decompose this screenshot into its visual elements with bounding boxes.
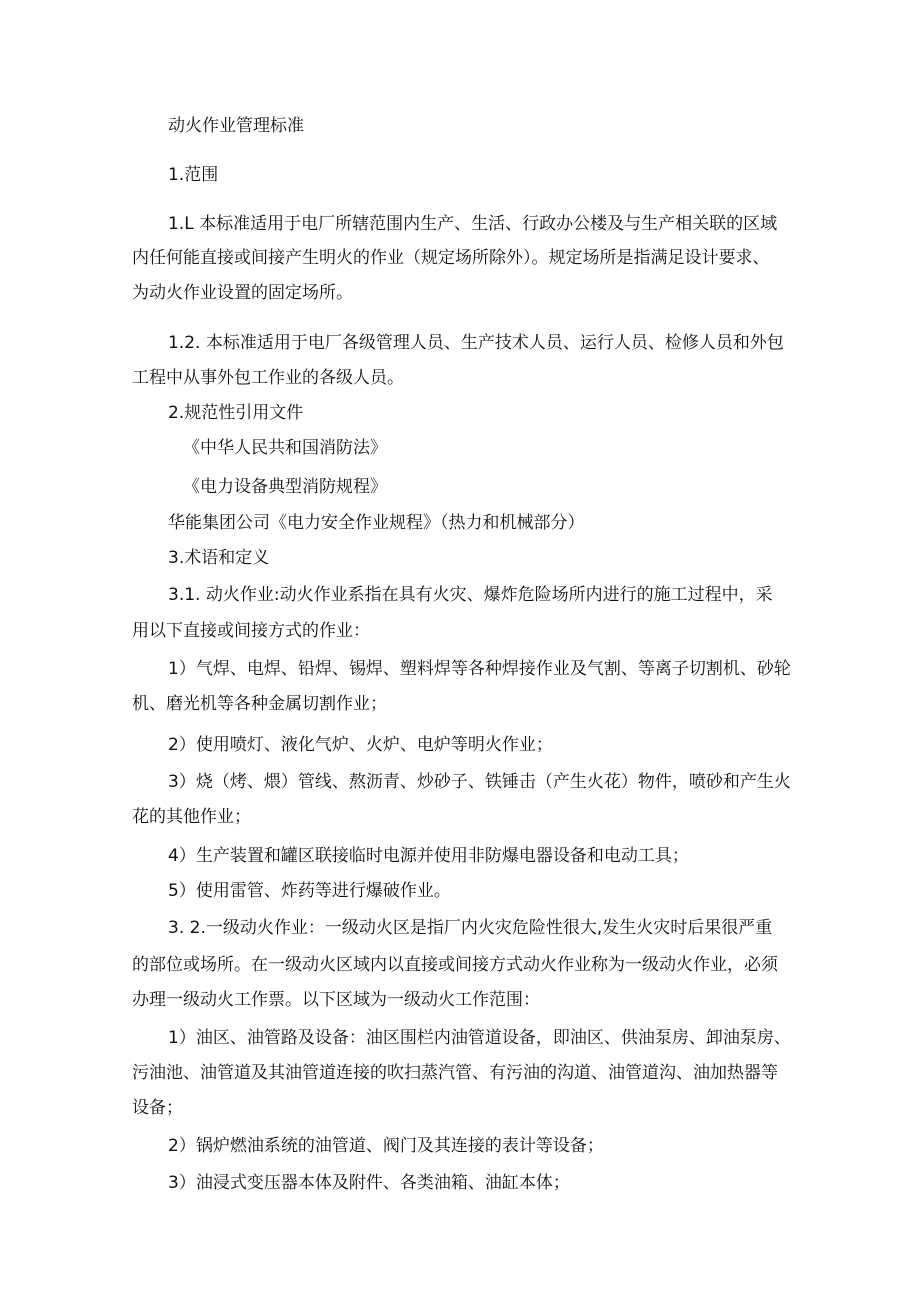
level-1-list-item-3: 3）油浸式变压器本体及附件、各类油箱、油缸本体； xyxy=(168,1173,570,1193)
paragraph-line-1: 1.L 本标准适用于电厂所辖范围内生产、生活、行政办公楼及与生产相关联的区域 xyxy=(168,214,778,234)
list-item-1-line-1: 1）气焊、电焊、铅焊、锡焊、塑料焊等各种焊接作业及气割、等离子切割机、砂轮 xyxy=(168,659,791,679)
paragraph-line-2: 内任何能直接或间接产生明火的作业（规定场所除外）。规定场所是指满足设计要求、 xyxy=(132,248,770,268)
level-1-list-item-1-line-3: 设备； xyxy=(132,1098,183,1118)
list-item-5: 5）使用雷管、炸药等进行爆破作业。 xyxy=(168,881,451,901)
list-item-4: 4）生产装置和罐区联接临时电源并使用非防爆电器设备和电动工具； xyxy=(168,846,689,866)
reference-line-2: 《电力设备典型消防规程》 xyxy=(183,477,387,497)
section-3-heading: 3.术语和定义 xyxy=(168,548,270,568)
list-item-3-line-1: 3）烧（烤、煨）管线、熬沥青、炒砂子、铁锤击（产生火花）物件，喷砂和产生火 xyxy=(168,772,791,792)
level-1-definition-line-3: 办理一级动火工作票。以下区域为一级动火工作范围： xyxy=(132,990,540,1010)
section-2-heading: 2.规范性引用文件 xyxy=(168,403,304,423)
document-title: 动火作业管理标准 xyxy=(168,116,304,136)
reference-line-3: 华能集团公司《电力安全作业规程》（热力和机械部分） xyxy=(168,513,585,533)
reference-line-1: 《中华人民共和国消防法》 xyxy=(183,438,387,458)
level-1-list-item-1-line-1: 1）油区、油管路及设备：油区围栏内油管道设备，即油区、供油泵房、卸油泵房、 xyxy=(168,1028,791,1048)
level-1-definition-line-2: 的部位或场所。在一级动火区域内以直接或间接方式动火作业称为一级动火作业，必须 xyxy=(132,955,778,975)
level-1-list-item-1-line-2: 污油池、油管道及其油管道连接的吹扫蒸汽管、有污油的沟道、油管道沟、油加热器等 xyxy=(132,1063,778,1083)
level-1-definition-line-1: 3. 2.一级动火作业：一级动火区是指厂内火灾危险性很大,发生火灾时后果很严重 xyxy=(168,918,773,938)
paragraph-line-5: 工程中从事外包工作业的各级人员。 xyxy=(132,368,404,388)
paragraph-line-3: 为动火作业设置的固定场所。 xyxy=(132,283,353,303)
list-item-3-line-2: 花的其他作业； xyxy=(132,807,251,827)
list-item-2: 2）使用喷灯、液化气炉、火炉、电炉等明火作业； xyxy=(168,735,553,755)
definition-line-2: 用以下直接或间接方式的作业： xyxy=(132,621,370,641)
section-1-heading: 1.范围 xyxy=(168,165,219,185)
definition-line-1: 3.1. 动火作业:动火作业系指在具有火灾、爆炸危险场所内进行的施工过程中，采 xyxy=(168,585,773,605)
level-1-list-item-2: 2）锅炉燃油系统的油管道、阀门及其连接的表计等设备； xyxy=(168,1136,604,1156)
paragraph-line-4: 1.2. 本标准适用于电厂各级管理人员、生产技术人员、运行人员、检修人员和外包 xyxy=(168,333,784,353)
list-item-1-line-2: 机、磨光机等各种金属切割作业； xyxy=(132,694,387,714)
